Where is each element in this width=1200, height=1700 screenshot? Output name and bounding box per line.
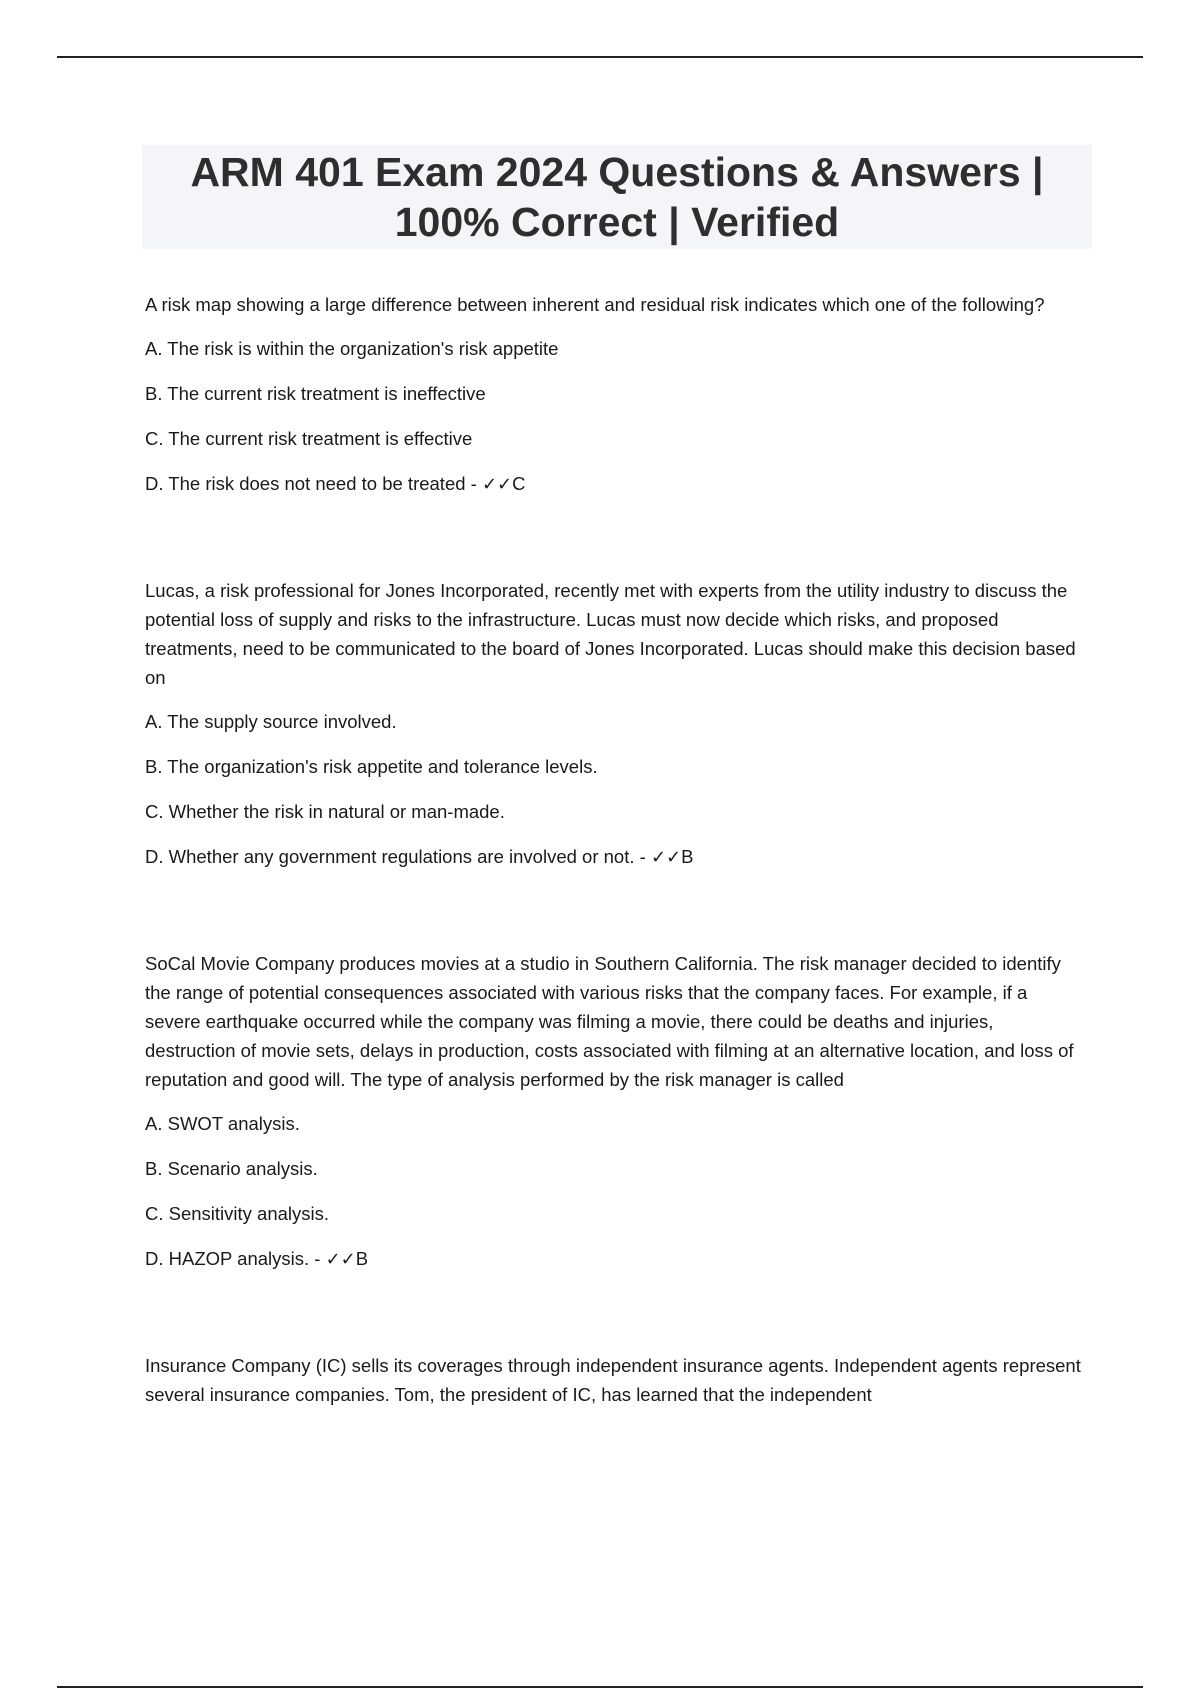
question-stem: A risk map showing a large difference between inherent and residual risk indicates which one of the following? [145, 294, 1045, 315]
title-banner [142, 145, 1092, 249]
option-d-text: D. The risk does not need to be treated - [145, 473, 482, 494]
question-stem: Lucas, a risk professional for Jones Incorporated, recently met with experts from the utility industry to discuss the potential loss of supply and risks to the infrastructure. Lucas must now decide which risks, and proposed treatments, need to be communicated to the board of Jones Incorporated. Lucas should make this decision based on [145, 580, 1076, 688]
option-a: A. The supply source involved. [145, 711, 397, 732]
questions-list [145, 290, 1085, 1487]
checkmark-icon: ✓✓ [650, 847, 682, 868]
option-c: C. Sensitivity analysis. [145, 1203, 330, 1224]
document-title [190, 147, 1043, 247]
option-d-text: D. HAZOP analysis. - [145, 1248, 326, 1269]
answer-key: C [512, 473, 526, 494]
option-c: C. Whether the risk in natural or man-made. [145, 801, 505, 822]
question-4 [145, 1351, 1085, 1409]
title-line-2: 100% Correct | Verified [394, 199, 840, 245]
option-d [145, 1246, 1085, 1273]
bottom-rule [57, 1686, 1143, 1688]
option-b: B. The organization's risk appetite and tolerance levels. [145, 756, 598, 777]
option-b: B. Scenario analysis. [145, 1158, 318, 1179]
option-b: B. The current risk treatment is ineffective [145, 383, 486, 404]
option-d-text: D. Whether any government regulations are involved or not. - [145, 846, 651, 867]
option-c: C. The current risk treatment is effective [145, 428, 473, 449]
option-d [145, 471, 1085, 498]
checkmark-icon: ✓✓ [481, 474, 513, 495]
answer-key: B [355, 1248, 369, 1269]
question-1 [145, 290, 1085, 498]
answer-key: B [681, 846, 694, 867]
question-stem: SoCal Movie Company produces movies at a studio in Southern California. The risk manager decided to identify the range of potential consequences associated with various risks that the company faces. For example, if a severe earthquake occurred while the company was filming a movie, there could be deaths and injuries, destruction of movie sets, delays in production, costs associated with filming at an alternative location, and loss of reputation and good will. The type of analysis performed by the risk manager is called [145, 953, 1074, 1090]
question-stem: Insurance Company (IC) sells its coverages through independent insurance agents. Independent agents represent several insurance companies. Tom, the president of IC, has learned that the independent [145, 1355, 1081, 1405]
question-2 [145, 576, 1085, 871]
question-3 [145, 949, 1085, 1273]
option-d [145, 844, 1085, 871]
option-a: A. SWOT analysis. [145, 1113, 300, 1134]
option-a: A. The risk is within the organization's risk appetite [145, 338, 559, 359]
top-rule [57, 56, 1143, 58]
checkmark-icon: ✓✓ [325, 1249, 356, 1270]
title-line-1: ARM 401 Exam 2024 Questions & Answers | [190, 149, 1044, 195]
